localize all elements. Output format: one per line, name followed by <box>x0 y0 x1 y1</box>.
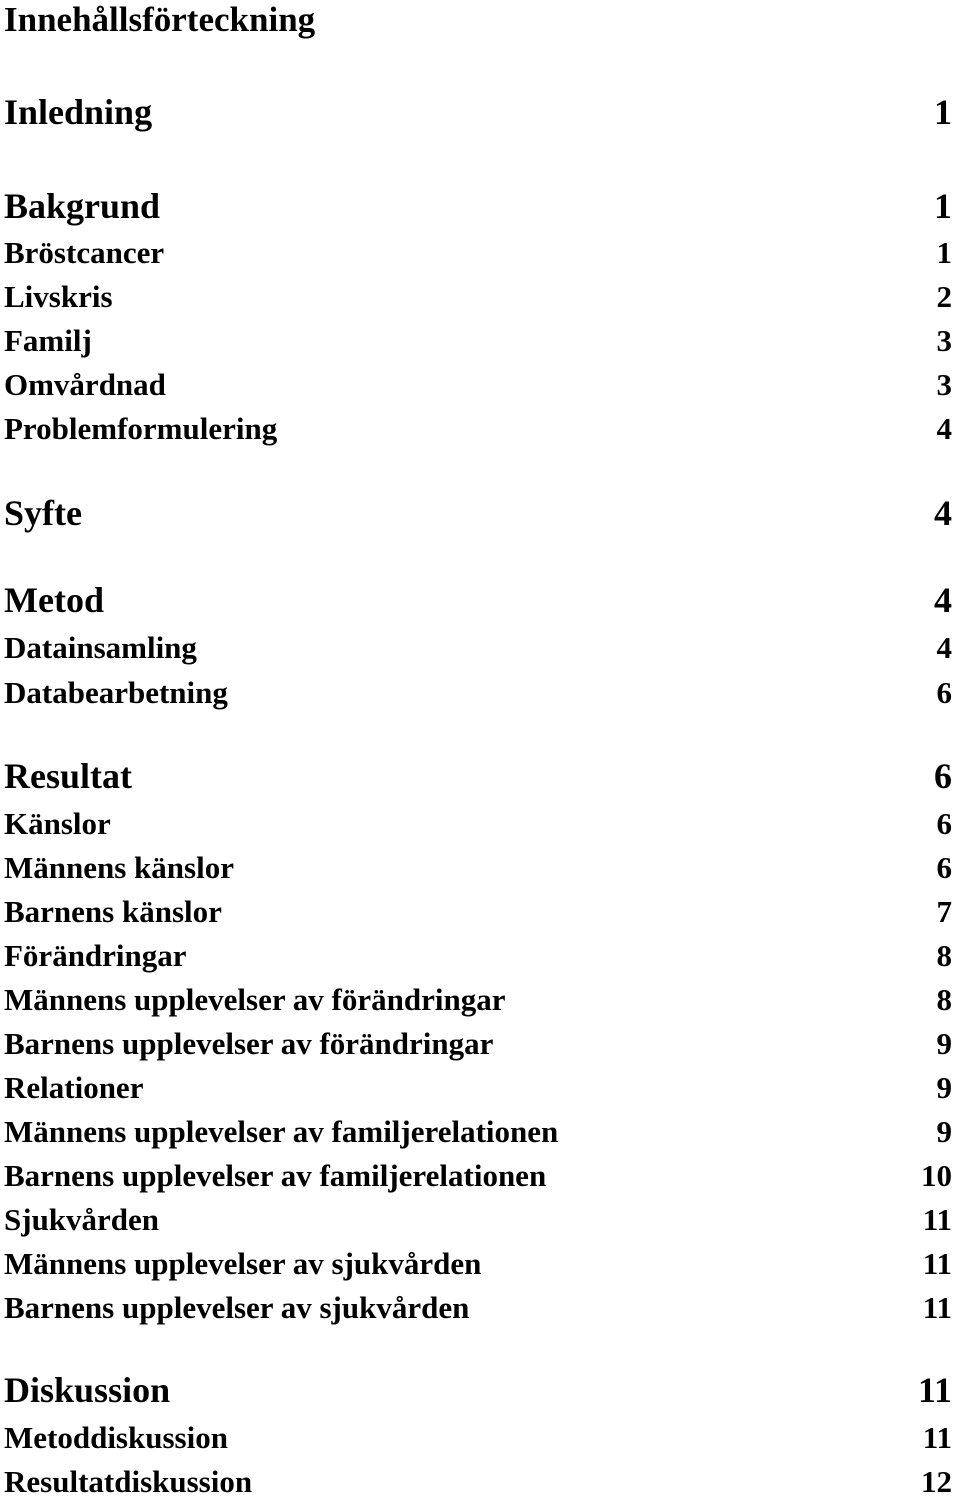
toc-entry-title: Metod <box>4 580 104 620</box>
toc-entry-omvardnad <box>4 360 952 400</box>
toc-entry-databearbetning <box>4 668 952 708</box>
toc-entry-barnens-upplevelser-av-forandringar <box>4 1019 952 1059</box>
toc-entry-livskris <box>4 272 952 312</box>
toc-entry-page-number: 11 <box>917 1370 952 1410</box>
toc-entry-page-number: 6 <box>934 756 952 796</box>
toc-entry-page-number: 6 <box>936 675 952 710</box>
toc-entry-resultat <box>4 754 952 794</box>
toc-entry-page-number: 8 <box>936 982 952 1017</box>
toc-heading: Innehållsförteckning <box>4 0 316 39</box>
toc-entry-page-number: 11 <box>922 1420 952 1455</box>
toc-entry-title: Inledning <box>4 92 153 132</box>
toc-entry-title: Barnens upplevelser av förändringar <box>4 1026 494 1061</box>
toc-entry-mannens-kanslor <box>4 843 952 883</box>
toc-entry-page-number: 11 <box>922 1246 952 1281</box>
toc-entry-forandringar <box>4 931 952 971</box>
toc-entry-title: Männens känslor <box>4 850 234 885</box>
toc-entry-page-number: 4 <box>936 411 952 446</box>
toc-entry-title: Barnens upplevelser av sjukvården <box>4 1290 470 1325</box>
toc-entry-sjukvarden <box>4 1195 952 1235</box>
toc-entry-page-number: 1 <box>936 235 952 270</box>
toc-entry-title: Bröstcancer <box>4 235 165 270</box>
toc-entry-title: Männens upplevelser av familjerelationen <box>4 1114 559 1149</box>
toc-entry-relationer <box>4 1063 952 1103</box>
toc-entry-title: Resultatdiskussion <box>4 1464 253 1499</box>
toc-entry-mannens-upplevelser-av-forandringar <box>4 975 952 1015</box>
toc-entry-page-number: 11 <box>922 1202 952 1237</box>
toc-entry-bakgrund <box>4 184 952 224</box>
toc-entry-page-number: 4 <box>934 493 952 533</box>
toc-entry-page-number: 1 <box>934 186 952 226</box>
toc-entry-page-number: 6 <box>936 806 952 841</box>
toc-entry-title: Känslor <box>4 806 111 841</box>
toc-entry-title: Familj <box>4 323 92 358</box>
toc-entry-page-number: 12 <box>921 1464 952 1499</box>
toc-entry-title: Barnens upplevelser av familjerelationen <box>4 1158 547 1193</box>
toc-entry-mannens-upplevelser-av-familjerelationen <box>4 1107 952 1147</box>
toc-entry-page-number: 2 <box>936 279 952 314</box>
toc-entry-title: Barnens känslor <box>4 894 222 929</box>
toc-entry-diskussion <box>4 1368 952 1408</box>
toc-entry-title: Männens upplevelser av förändringar <box>4 982 506 1017</box>
toc-entry-page-number: 3 <box>936 323 952 358</box>
toc-entry-page-number: 8 <box>936 938 952 973</box>
toc-entry-page-number: 9 <box>936 1114 952 1149</box>
toc-entry-metoddiskussion <box>4 1413 952 1453</box>
toc-entry-title: Datainsamling <box>4 630 197 665</box>
toc-entry-page-number: 4 <box>936 630 952 665</box>
toc-entry-title: Relationer <box>4 1070 144 1105</box>
toc-entry-page-number: 3 <box>936 367 952 402</box>
toc-entry-inledning <box>4 90 952 130</box>
toc-entry-title: Förändringar <box>4 938 187 973</box>
toc-entry-page-number: 11 <box>922 1290 952 1325</box>
toc-entry-title: Sjukvården <box>4 1202 160 1237</box>
toc-entry-brostcancer <box>4 228 952 268</box>
toc-entry-syfte <box>4 491 952 531</box>
toc-entry-title: Bakgrund <box>4 186 161 226</box>
toc-entry-barnens-kanslor <box>4 887 952 927</box>
toc-entry-page-number: 10 <box>921 1158 952 1193</box>
toc-entry-barnens-upplevelser-av-familjerelationen <box>4 1151 952 1191</box>
toc-entry-page-number: 9 <box>936 1026 952 1061</box>
toc-entry-metod <box>4 578 952 618</box>
toc-entry-barnens-upplevelser-av-sjukvarden <box>4 1283 952 1323</box>
toc-entry-title: Resultat <box>4 756 132 796</box>
toc-entry-page-number: 4 <box>934 580 952 620</box>
toc-entry-title: Diskussion <box>4 1370 171 1410</box>
toc-entry-title: Livskris <box>4 279 113 314</box>
toc-entry-page-number: 7 <box>936 894 952 929</box>
toc-entry-title: Männens upplevelser av sjukvården <box>4 1246 482 1281</box>
toc-entry-problemformulering <box>4 404 952 444</box>
toc-entry-title: Syfte <box>4 493 82 533</box>
toc-entry-mannens-upplevelser-av-sjukvarden <box>4 1239 952 1279</box>
toc-entry-datainsamling <box>4 623 952 663</box>
toc-entry-page-number: 9 <box>936 1070 952 1105</box>
toc-entry-title: Problemformulering <box>4 411 278 446</box>
toc-entry-page-number: 1 <box>934 92 952 132</box>
toc-entry-familj <box>4 316 952 356</box>
toc-entry-title: Databearbetning <box>4 675 228 710</box>
toc-entry-page-number: 6 <box>936 850 952 885</box>
toc-entry-resultatdiskussion <box>4 1457 952 1497</box>
toc-entry-kanslor <box>4 799 952 839</box>
toc-entry-title: Omvårdnad <box>4 367 166 402</box>
toc-entry-title: Metoddiskussion <box>4 1420 228 1455</box>
